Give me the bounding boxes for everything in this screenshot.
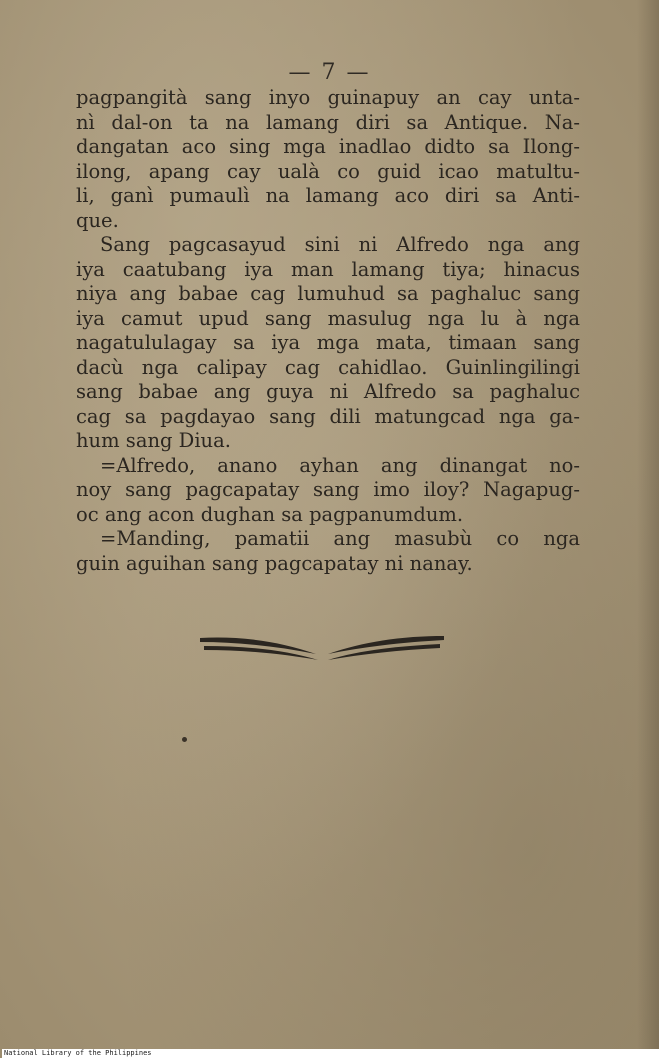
page-edge-shadow	[637, 0, 659, 1058]
text-line: oc ang acon dughan sa pagpanumdum.	[76, 502, 464, 526]
ink-speck	[182, 737, 187, 742]
text-line: dangatan aco sing mga inadlao didto sa Ilong-	[76, 135, 580, 158]
text-line: guin aguihan sang pagcapatay ni nanay.	[76, 551, 473, 575]
text-line: ilong, apang cay ualà co guid icao matultu-	[76, 159, 580, 183]
page-number: — 7 —	[288, 60, 371, 85]
text-line: sang babae ang guya ni Alfredo sa paghaluc	[76, 380, 580, 403]
text-line: niya ang babae cag lumuhud sa paghaluc sang	[76, 282, 580, 305]
text-line: cag sa pagdayao sang dili matungcad nga ga-	[76, 404, 580, 428]
text-line: noy sang pagcapatay sang imo iloy? Nagapug-	[76, 478, 580, 501]
text-line: li, ganì pumaulì na lamang aco diri sa Anti-	[76, 184, 580, 207]
text-line: dacù nga calipay cag cahidlao. Guinlingilingi	[76, 355, 580, 379]
text-line: =Manding, pamatii ang masubù co nga	[100, 527, 580, 550]
text-line: Sang pagcasayud sini ni Alfredo nga ang	[100, 233, 580, 256]
body-text	[76, 86, 580, 576]
double-swash-divider-icon	[196, 630, 448, 664]
text-line: =Alfredo, anano ayhan ang dinangat no-	[100, 453, 580, 477]
text-line: que.	[76, 208, 119, 232]
footer-credit: National Library of the Philippines	[2, 1049, 659, 1058]
text-line: hum sang Diua.	[76, 429, 231, 452]
text-line: pagpangità sang inyo guinapuy an cay unta-	[76, 86, 580, 109]
text-line: nagatululagay sa iya mga mata, timaan sang	[76, 331, 580, 354]
text-line: iya camut upud sang masulug nga lu à nga	[76, 306, 580, 330]
text-line: iya caatubang iya man lamang tiya; hinacus	[76, 257, 580, 281]
text-line: nì dal-on ta na lamang diri sa Antique. Na-	[76, 110, 580, 134]
